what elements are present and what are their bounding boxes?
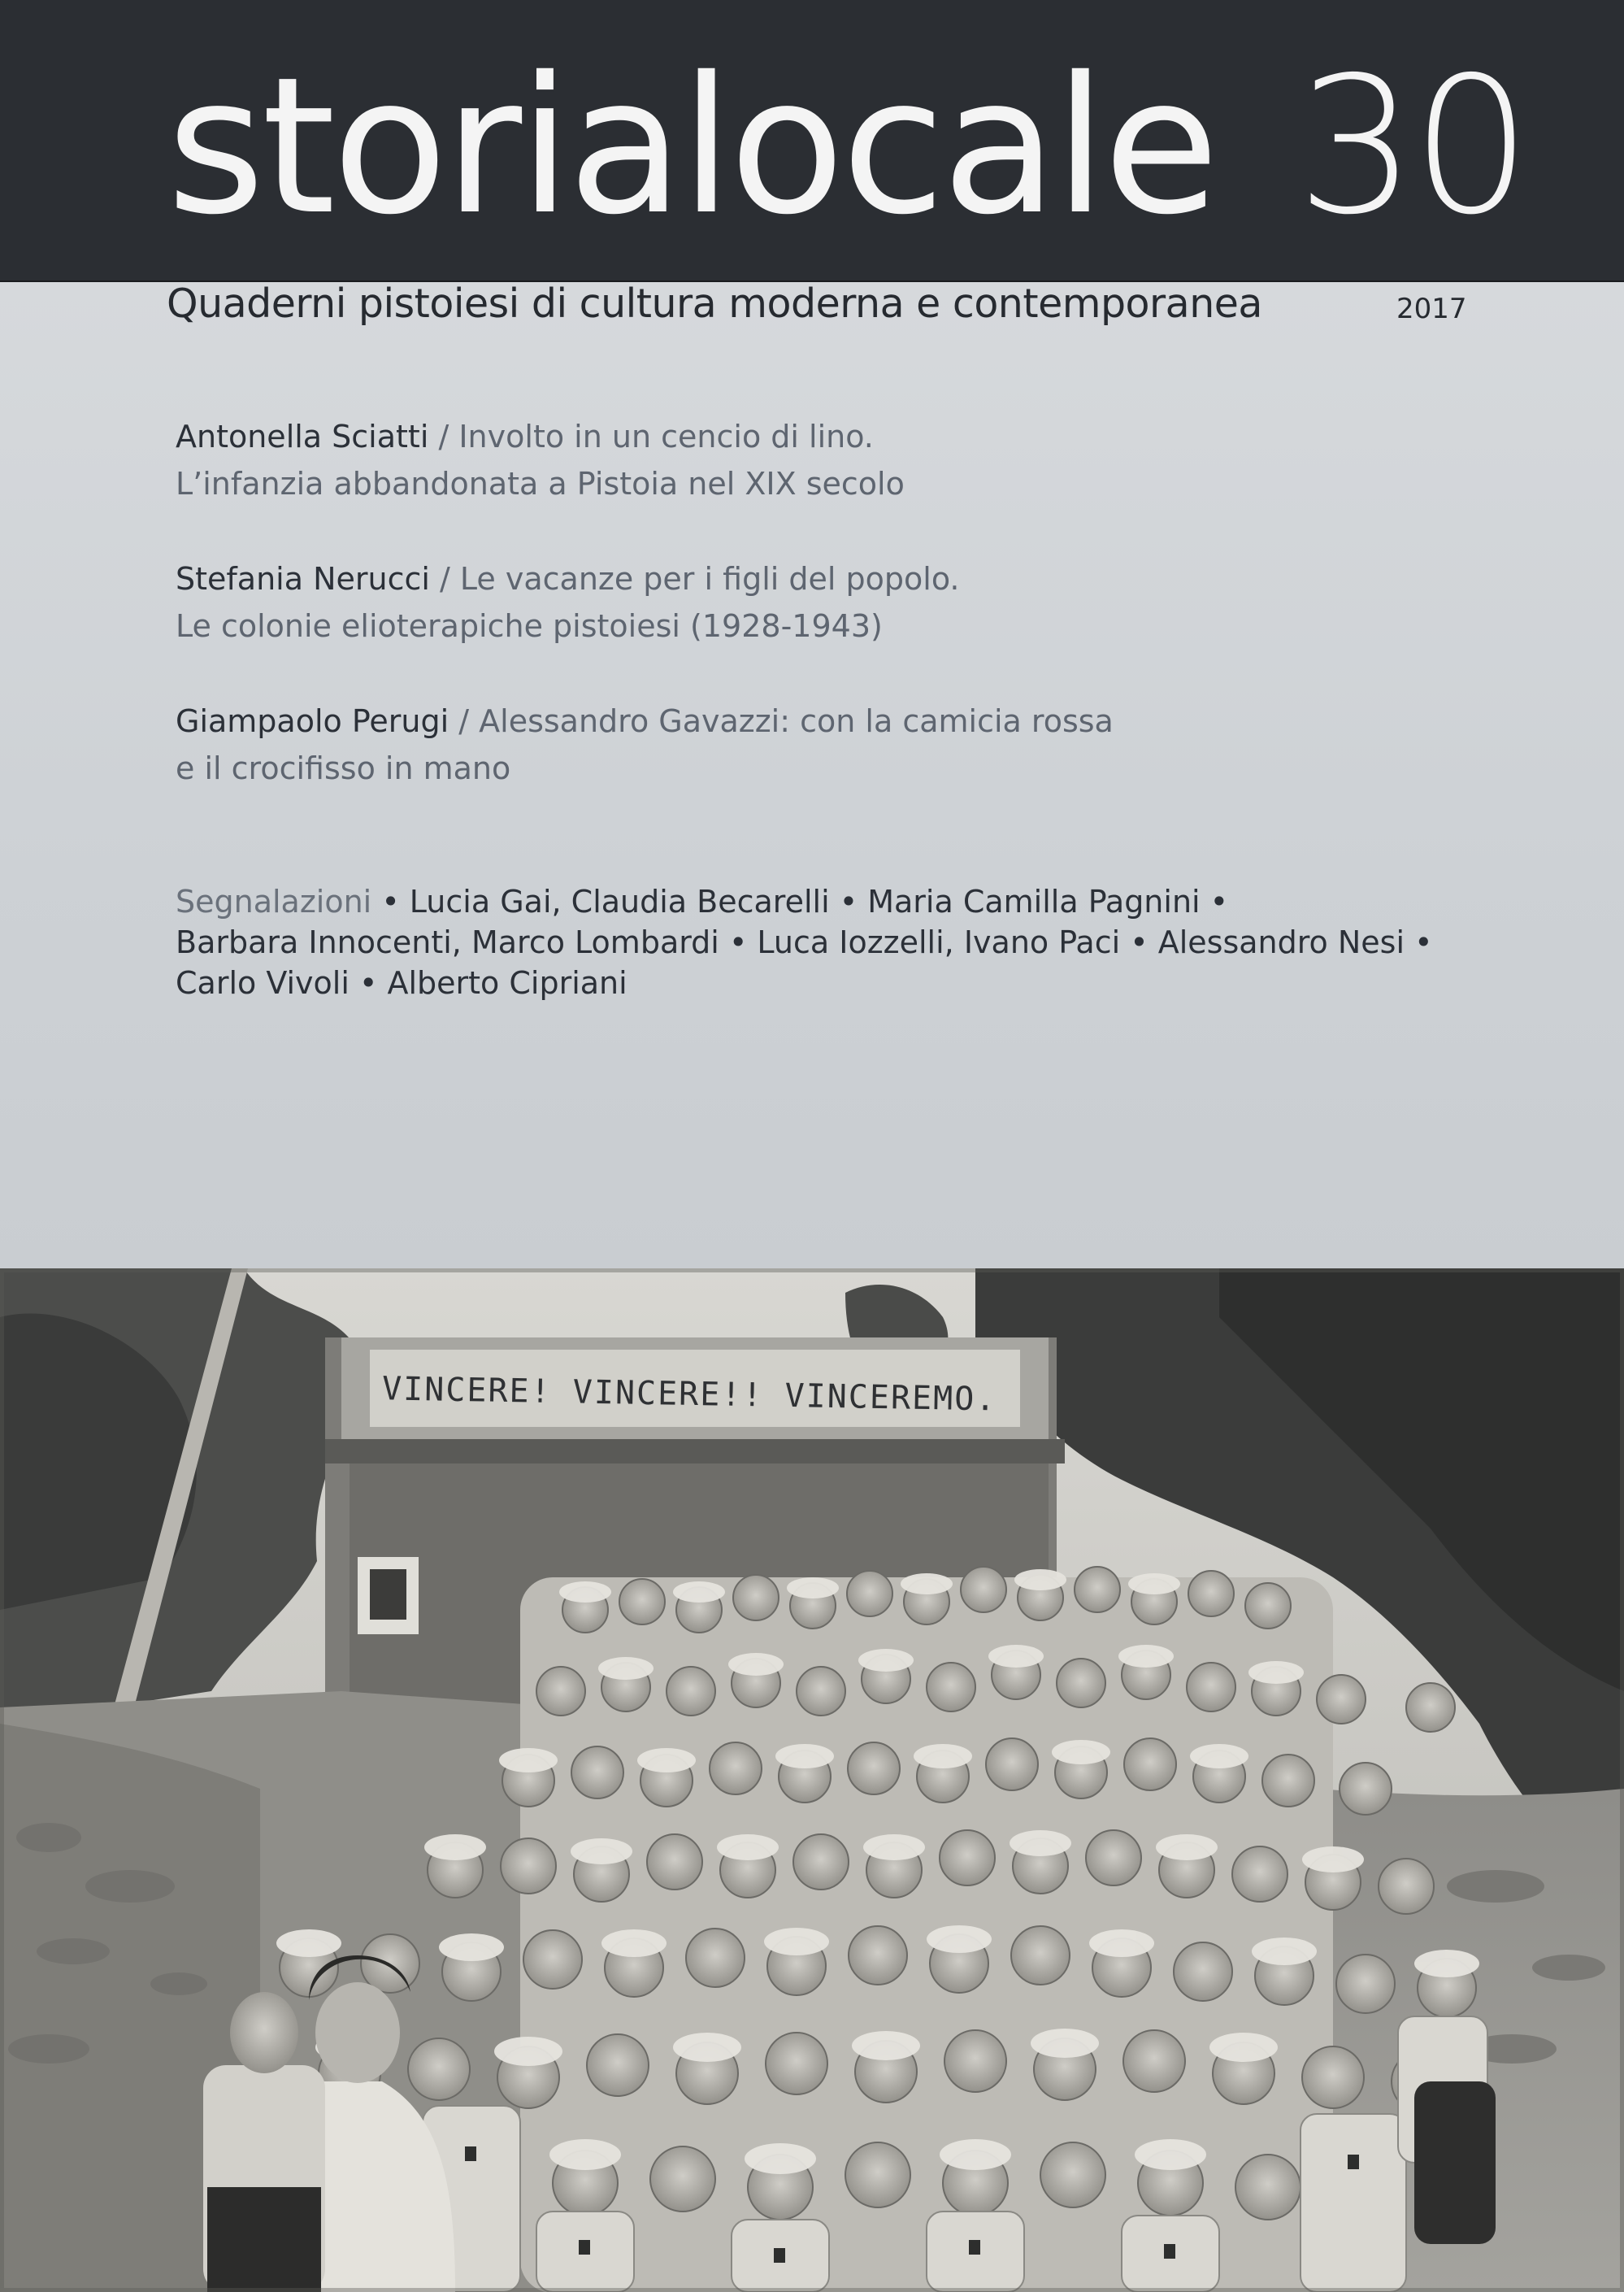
cover-photo (0, 1268, 1624, 2292)
article-author: Antonella Sciatti (176, 419, 429, 454)
article-title-line-1: / Le vacanze per i figli del popolo. (429, 561, 960, 597)
article-title-line-2: e il crocifisso in mano (176, 750, 511, 786)
article-3 (176, 698, 1114, 792)
masthead (0, 0, 1624, 282)
children-group-photo (0, 1268, 1624, 2292)
article-author: Giampaolo Perugi (176, 703, 449, 739)
segnalazioni-list (176, 881, 1433, 1003)
publication-year: 2017 (1396, 293, 1467, 325)
segnalazioni-label: Segnalazioni (176, 884, 372, 920)
article-2 (176, 555, 960, 650)
segnalazioni-line-1: • Lucia Gai, Claudia Becarelli • Maria Camilla Pagnini • (371, 884, 1229, 920)
article-author: Stefania Nerucci (176, 561, 430, 597)
banner-slogan: VINCERE! VINCERE!! VINCEREMO. (381, 1370, 997, 1419)
magazine-subtitle: Quaderni pistoiesi di cultura moderna e contemporanea (167, 281, 1262, 327)
issue-number: 30 (1296, 37, 1527, 256)
article-title-line-2: L’infanzia abbandonata a Pistoia nel XIX secolo (176, 466, 905, 502)
article-title-line-1: / Involto in un cencio di lino. (428, 419, 874, 454)
article-1 (176, 413, 905, 507)
segnalazioni-line-2: Barbara Innocenti, Marco Lombardi • Luca Iozzelli, Ivano Paci • Alessandro Nesi • (176, 924, 1433, 960)
magazine-title: storialocale (167, 37, 1217, 256)
segnalazioni-line-3: Carlo Vivoli • Alberto Cipriani (176, 965, 627, 1001)
article-title-line-2: Le colonie elioterapiche pistoiesi (1928-1943) (176, 608, 883, 644)
article-title-line-1: / Alessandro Gavazzi: con la camicia rossa (449, 703, 1114, 739)
